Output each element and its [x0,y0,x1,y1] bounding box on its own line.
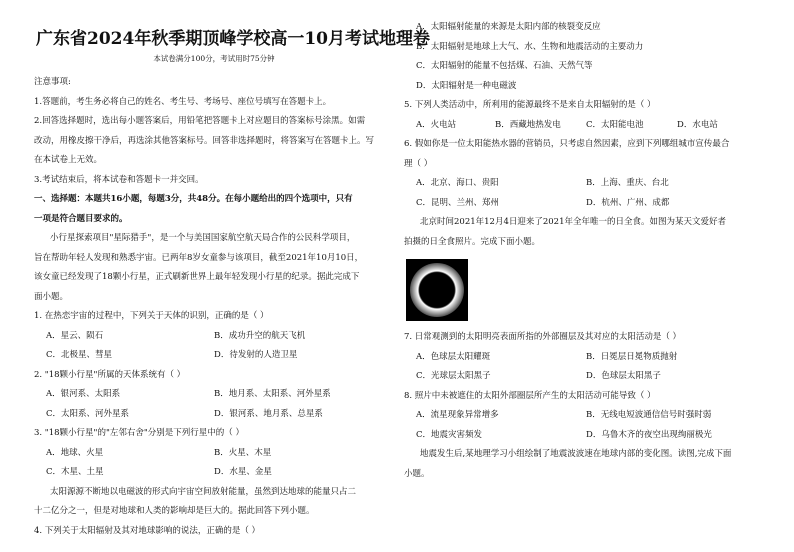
notice-item-3: 3.考试结束后，将本试卷和答题卡一并交回。 [34,174,204,185]
passage1-line-d: 面小题。 [34,291,69,302]
q3-option-a[interactable]: A．地球、火星 [46,447,104,458]
passage1-line-c: 该女童已经发现了18颗小行星，正式刷新世界上最年轻发现小行星的纪录。据此完成下 [34,272,360,282]
q3-option-c[interactable]: C．木星、土星 [46,467,104,477]
q5-options [404,116,768,136]
q1-option-d[interactable]: D．待发射的人造卫星 [214,350,298,360]
q6-options-row2 [404,194,768,214]
q5-option-d[interactable]: D．水电站 [677,119,718,130]
q6-stem-a: 6. 假如你是一位太阳能热水器的营销员，只考虑自然因素，应到下列哪组城市宣传最合 [404,139,730,149]
passage2-line-a: 太阳源源不断地以电磁波的形式向宇宙空间放射能量，虽然到达地球的能量只占二 [50,486,357,497]
q8-options-row2 [404,426,768,446]
q4-option-b[interactable]: B．太阳辐射是地球上大气、水、生物和地震活动的主要动力 [416,41,644,52]
q8-option-d[interactable]: D．乌鲁木齐的夜空出现绚丽极光 [586,429,712,440]
q4-option-c[interactable]: C．太阳辐射的能量不包括煤、石油、天然气等 [416,61,593,71]
passage4-line-b: 小题。 [404,468,430,479]
exam-meta: 本试卷满分100分，考试用时75分钟 [153,54,275,63]
notice-item-1: 1.答题前，考生务必将自己的姓名、考生号、考场号、座位号填写在答题卡上。 [34,96,332,107]
q2-stem: 2. "18颗小行星"所属的天体系统有（ ） [34,369,186,380]
section-heading-a: 一、选择题：本题共16小题，每题3分，共48分。在每小题给出的四个选项中，只有 [34,194,353,204]
q1-option-a[interactable]: A．星云、陨石 [46,330,104,341]
q4-option-a[interactable]: A．太阳辐射能量的来源是太阳内部的核裂变反应 [416,22,601,32]
passage1-line-b: 旨在帮助年轻人发现和熟悉宇宙。已两年8岁女童参与该项目，截至2021年10月10日， [34,252,364,263]
right-column [404,18,768,484]
q1-stem: 1. 在热恋宇宙的过程中，下列关于天体的识别，正确的是（ ） [34,311,269,321]
q7-option-d[interactable]: D．色球层太阳黑子 [586,371,661,381]
passage4-line-a: 地震发生后,某地理学习小组绘制了地震波波速在地球内部的变化图。读图,完成下面 [420,449,732,459]
exam-title: 广东省2024年秋季期顶峰学校高一10月考试地理卷 [36,29,430,49]
passage2-line-b: 十二亿分之一，但是对地球和人类的影响却是巨大的。据此回答下列小题。 [34,506,315,516]
q6-option-b[interactable]: B．上海、重庆、台北 [586,178,669,188]
q1-option-c[interactable]: C．北极星、彗星 [46,350,113,360]
q6-options-row1 [404,174,768,194]
notice-item-2c: 在本试卷上无效。 [34,155,103,165]
q1-option-b[interactable]: B．成功升空的航天飞机 [214,330,306,341]
notice-item-2b: 改动，用橡皮擦干净后，再选涂其他答案标号。回答非选择题时，将答案写在答题卡上。写 [34,135,375,146]
notice-heading: 注意事项: [34,77,71,87]
q3-options-row1 [34,444,394,464]
q5-option-c[interactable]: C．太阳能电池 [586,119,644,130]
q6-option-a[interactable]: A．北京、海口、贵阳 [416,178,499,188]
passage3-line-a: 北京时间2021年12月4日迎来了2021年全年唯一的日全食。如图为某天文爱好者 [420,217,726,227]
q3-stem: 3. "18颗小行星"的"左邻右舍"分别是下列行星中的（ ） [34,428,244,438]
q7-options-row2 [404,367,768,387]
q2-option-d[interactable]: D．银河系、地月系、总星系 [214,408,323,419]
q3-option-d[interactable]: D．水星、金星 [214,467,272,477]
q2-option-c[interactable]: C．太阳系、河外星系 [46,408,130,419]
q1-options-row2 [34,346,394,366]
left-column [34,18,430,541]
q2-options-row1 [34,385,394,405]
q8-stem: 8. 照片中未被遮住的太阳外部圈层所产生的太阳活动可能导致（ ） [404,390,656,401]
q7-stem: 7. 日常观测到的太阳明亮表面所指的外部圈层及其对应的太阳活动是（ ） [404,332,682,342]
q5-option-a[interactable]: A．火电站 [416,119,457,130]
q4-option-d[interactable]: D．太阳辐射是一种电磁波 [416,80,517,91]
q6-stem-b: 理（ ） [404,158,433,169]
q1-options-row1 [34,327,394,347]
q8-option-c[interactable]: C．地震灾害频发 [416,429,483,440]
q8-option-b[interactable]: B．无线电短波通信信号时强时弱 [586,410,712,420]
q2-option-b[interactable]: B．地月系、太阳系、河外星系 [214,389,331,399]
q5-stem: 5. 下列人类活动中，所利用的能源最终不是来自太阳辐射的是（ ） [404,100,656,110]
q5-option-b[interactable]: B．西藏地热发电 [495,119,561,130]
q4-stem: 4. 下列关于太阳辐射及其对地球影响的说法，正确的是（ ） [34,525,261,536]
q3-option-b[interactable]: B．火星、木星 [214,447,272,458]
q2-options-row2 [34,405,394,425]
eclipse-corona-image [410,263,464,317]
q6-option-c[interactable]: C．昆明、兰州、郑州 [416,197,500,208]
solar-eclipse-photo [406,259,468,321]
q7-option-c[interactable]: C．光球层太阳黑子 [416,371,491,381]
q8-options-row1 [404,406,768,426]
q7-option-a[interactable]: A．色球层太阳耀斑 [416,351,491,362]
section-heading-b: 一项是符合题目要求的。 [34,213,128,224]
q7-options-row1 [404,348,768,368]
passage1-line-a: 小行星探索项目"星际猎手"，是一个与美国国家航空航天局合作的公民科学项目， [50,233,356,243]
q7-option-b[interactable]: B．日冕层日冕物质抛射 [586,351,678,362]
q6-option-d[interactable]: D．杭州、广州、成都 [586,197,670,208]
q2-option-a[interactable]: A．银河系、太阳系 [46,389,121,399]
passage3-line-b: 拍摄的日全食照片。完成下面小题。 [404,236,541,247]
q3-options-row2 [34,463,394,483]
notice-item-2a: 2.回答选择题时，选出每小题答案后，用铅笔把答题卡上对应题目的答案标号涂黑。如需 [34,116,366,126]
q8-option-a[interactable]: A．流星现象异常增多 [416,410,499,420]
